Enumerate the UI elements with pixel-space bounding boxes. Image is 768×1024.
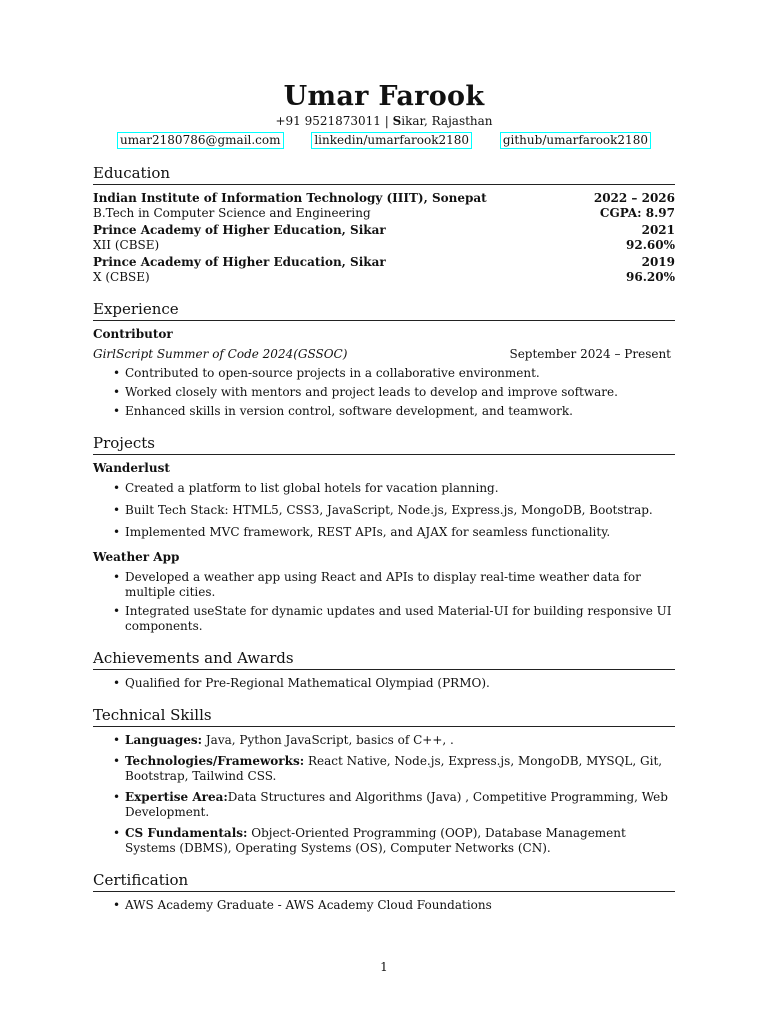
list-item: • Created a platform to list global hotels for vacation planning.	[125, 481, 675, 496]
list-item: • Built Tech Stack: HTML5, CSS3, JavaScript, Node.js, Express.js, MongoDB, Bootstrap.	[125, 503, 675, 518]
institution-name: Prince Academy of Higher Education, Sikar	[93, 223, 386, 237]
list-item: • Integrated useState for dynamic updates and used Material-UI for building responsive UI components.	[125, 604, 675, 634]
education-score: CGPA: 8.97	[599, 206, 675, 220]
skill-item	[125, 754, 675, 784]
education-score: 96.20%	[626, 270, 675, 284]
project-weather-app	[93, 550, 675, 634]
phone-number: +91 9521873011	[275, 114, 381, 128]
resume-page	[93, 80, 675, 917]
skill-label: Languages:	[125, 733, 203, 747]
skill-text: Java, Python JavaScript, basics of C++, .	[202, 733, 454, 747]
email-link[interactable]: umar2180786@gmail.com	[117, 132, 283, 149]
degree-detail: X (CBSE)	[93, 270, 150, 284]
list-item: • Qualified for Pre-Regional Mathematical Olympiad (PRMO).	[125, 676, 675, 691]
linkedin-link[interactable]: linkedin/umarfarook2180	[311, 132, 472, 149]
skill-text: React Native, Node.js, Express.js, MongoDB, MYSQL, Git, Bootstrap, Tailwind CSS.	[125, 754, 663, 783]
location-text: ikar, Rajasthan	[401, 114, 493, 128]
education-dates: 2021	[641, 223, 675, 237]
list-item: • Implemented MVC framework, REST APIs, and AJAX for seamless functionality.	[125, 525, 675, 540]
education-dates: 2019	[641, 255, 675, 269]
achievements-section	[93, 648, 675, 691]
skill-label: CS Fundamentals:	[125, 826, 248, 840]
degree-detail: XII (CBSE)	[93, 238, 160, 252]
skills-section	[93, 705, 675, 856]
projects-section	[93, 433, 675, 634]
education-entry	[93, 255, 675, 285]
candidate-name: Umar Farook	[283, 81, 485, 112]
list-item: • Contributed to open-source projects in a collaborative environment.	[125, 366, 675, 381]
education-section	[93, 163, 675, 285]
skill-text: Data Structures and Algorithms (Java) , Competitive Programming, Web Development.	[125, 790, 668, 819]
contact-separator: |	[380, 114, 393, 128]
experience-dates: September 2024 – Present	[509, 347, 671, 361]
institution-name: Prince Academy of Higher Education, Sikar	[93, 255, 386, 269]
skill-label: Expertise Area:	[125, 790, 228, 804]
location-initial: S	[392, 114, 402, 128]
institution-name: Indian Institute of Information Technology (IIIT), Sonepat	[93, 191, 487, 205]
experience-bullets	[93, 366, 675, 419]
certification-section	[93, 870, 675, 913]
contact-line	[93, 114, 675, 129]
skill-item	[125, 790, 675, 820]
list-item: • Enhanced skills in version control, software development, and teamwork.	[125, 404, 675, 419]
list-item: • Worked closely with mentors and project leads to develop and improve software.	[125, 385, 675, 400]
section-title-experience: Experience	[93, 299, 675, 321]
degree-detail: B.Tech in Computer Science and Engineering	[93, 206, 371, 220]
section-title-projects: Projects	[93, 433, 675, 455]
skill-item	[125, 733, 675, 748]
experience-section	[93, 299, 675, 419]
project-wanderlust	[93, 461, 675, 540]
section-title-skills: Technical Skills	[93, 705, 675, 727]
section-title-certification: Certification	[93, 870, 675, 892]
github-link[interactable]: github/umarfarook2180	[500, 132, 651, 149]
education-entry	[93, 223, 675, 253]
skill-item	[125, 826, 675, 856]
skill-text: Object-Oriented Programming (OOP), Database Management Systems (DBMS), Operating Systems (OS), Computer Networks (CN).	[125, 826, 626, 855]
contact-links	[93, 132, 675, 149]
education-score: 92.60%	[626, 238, 675, 252]
project-name: Wanderlust	[93, 461, 170, 475]
education-dates: 2022 – 2026	[593, 191, 675, 205]
page-number: 1	[380, 960, 388, 974]
education-entry	[93, 191, 675, 221]
section-title-education: Education	[93, 163, 675, 185]
experience-role: Contributor	[93, 327, 173, 341]
project-name: Weather App	[93, 550, 180, 564]
experience-organization: GirlScript Summer of Code 2024(GSSOC)	[93, 347, 348, 361]
skill-label: Technologies/Frameworks:	[125, 754, 305, 768]
list-item: • AWS Academy Graduate - AWS Academy Cloud Foundations	[125, 898, 675, 913]
section-title-achievements: Achievements and Awards	[93, 648, 675, 670]
list-item: • Developed a weather app using React and APIs to display real-time weather data for multiple cities.	[125, 570, 675, 600]
